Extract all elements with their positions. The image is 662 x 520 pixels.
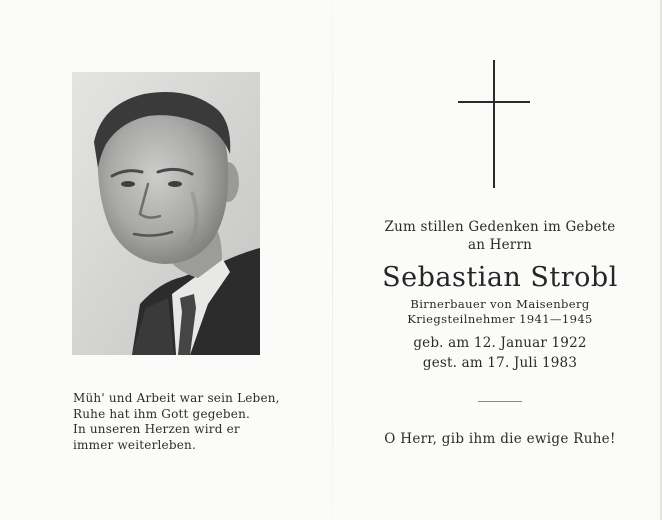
military-service-line: Kriegsteilnehmer 1941—1945	[407, 312, 593, 326]
latin-cross-icon	[458, 60, 530, 188]
occupation-line: Birnerbauer von Maisenberg	[410, 297, 590, 311]
memorial-poem	[73, 391, 313, 453]
memory-line-2: an Herrn	[468, 237, 532, 253]
portrait-photo	[72, 72, 260, 355]
cross-horizontal-bar	[458, 101, 530, 103]
poem-line: immer weiterleben.	[73, 437, 196, 452]
portrait-illustration	[72, 72, 260, 355]
card-fold-line	[332, 0, 333, 520]
poem-line: In unseren Herzen wird er	[73, 422, 240, 436]
poem-line: Müh' und Arbeit war sein Leben,	[73, 391, 280, 405]
cross-vertical-bar	[493, 60, 495, 188]
memory-line-1: Zum stillen Gedenken im Gebete	[384, 219, 616, 235]
poem-line: Ruhe hat ihm Gott gegeben.	[73, 406, 251, 421]
closing-prayer: O Herr, gib ihm die ewige Ruhe!	[384, 431, 616, 447]
deceased-name: Sebastian Strobl	[382, 262, 618, 293]
death-date: gest. am 17. Juli 1983	[422, 355, 578, 371]
divider-line	[478, 401, 522, 402]
birth-date: geb. am 12. Januar 1922	[413, 335, 587, 351]
